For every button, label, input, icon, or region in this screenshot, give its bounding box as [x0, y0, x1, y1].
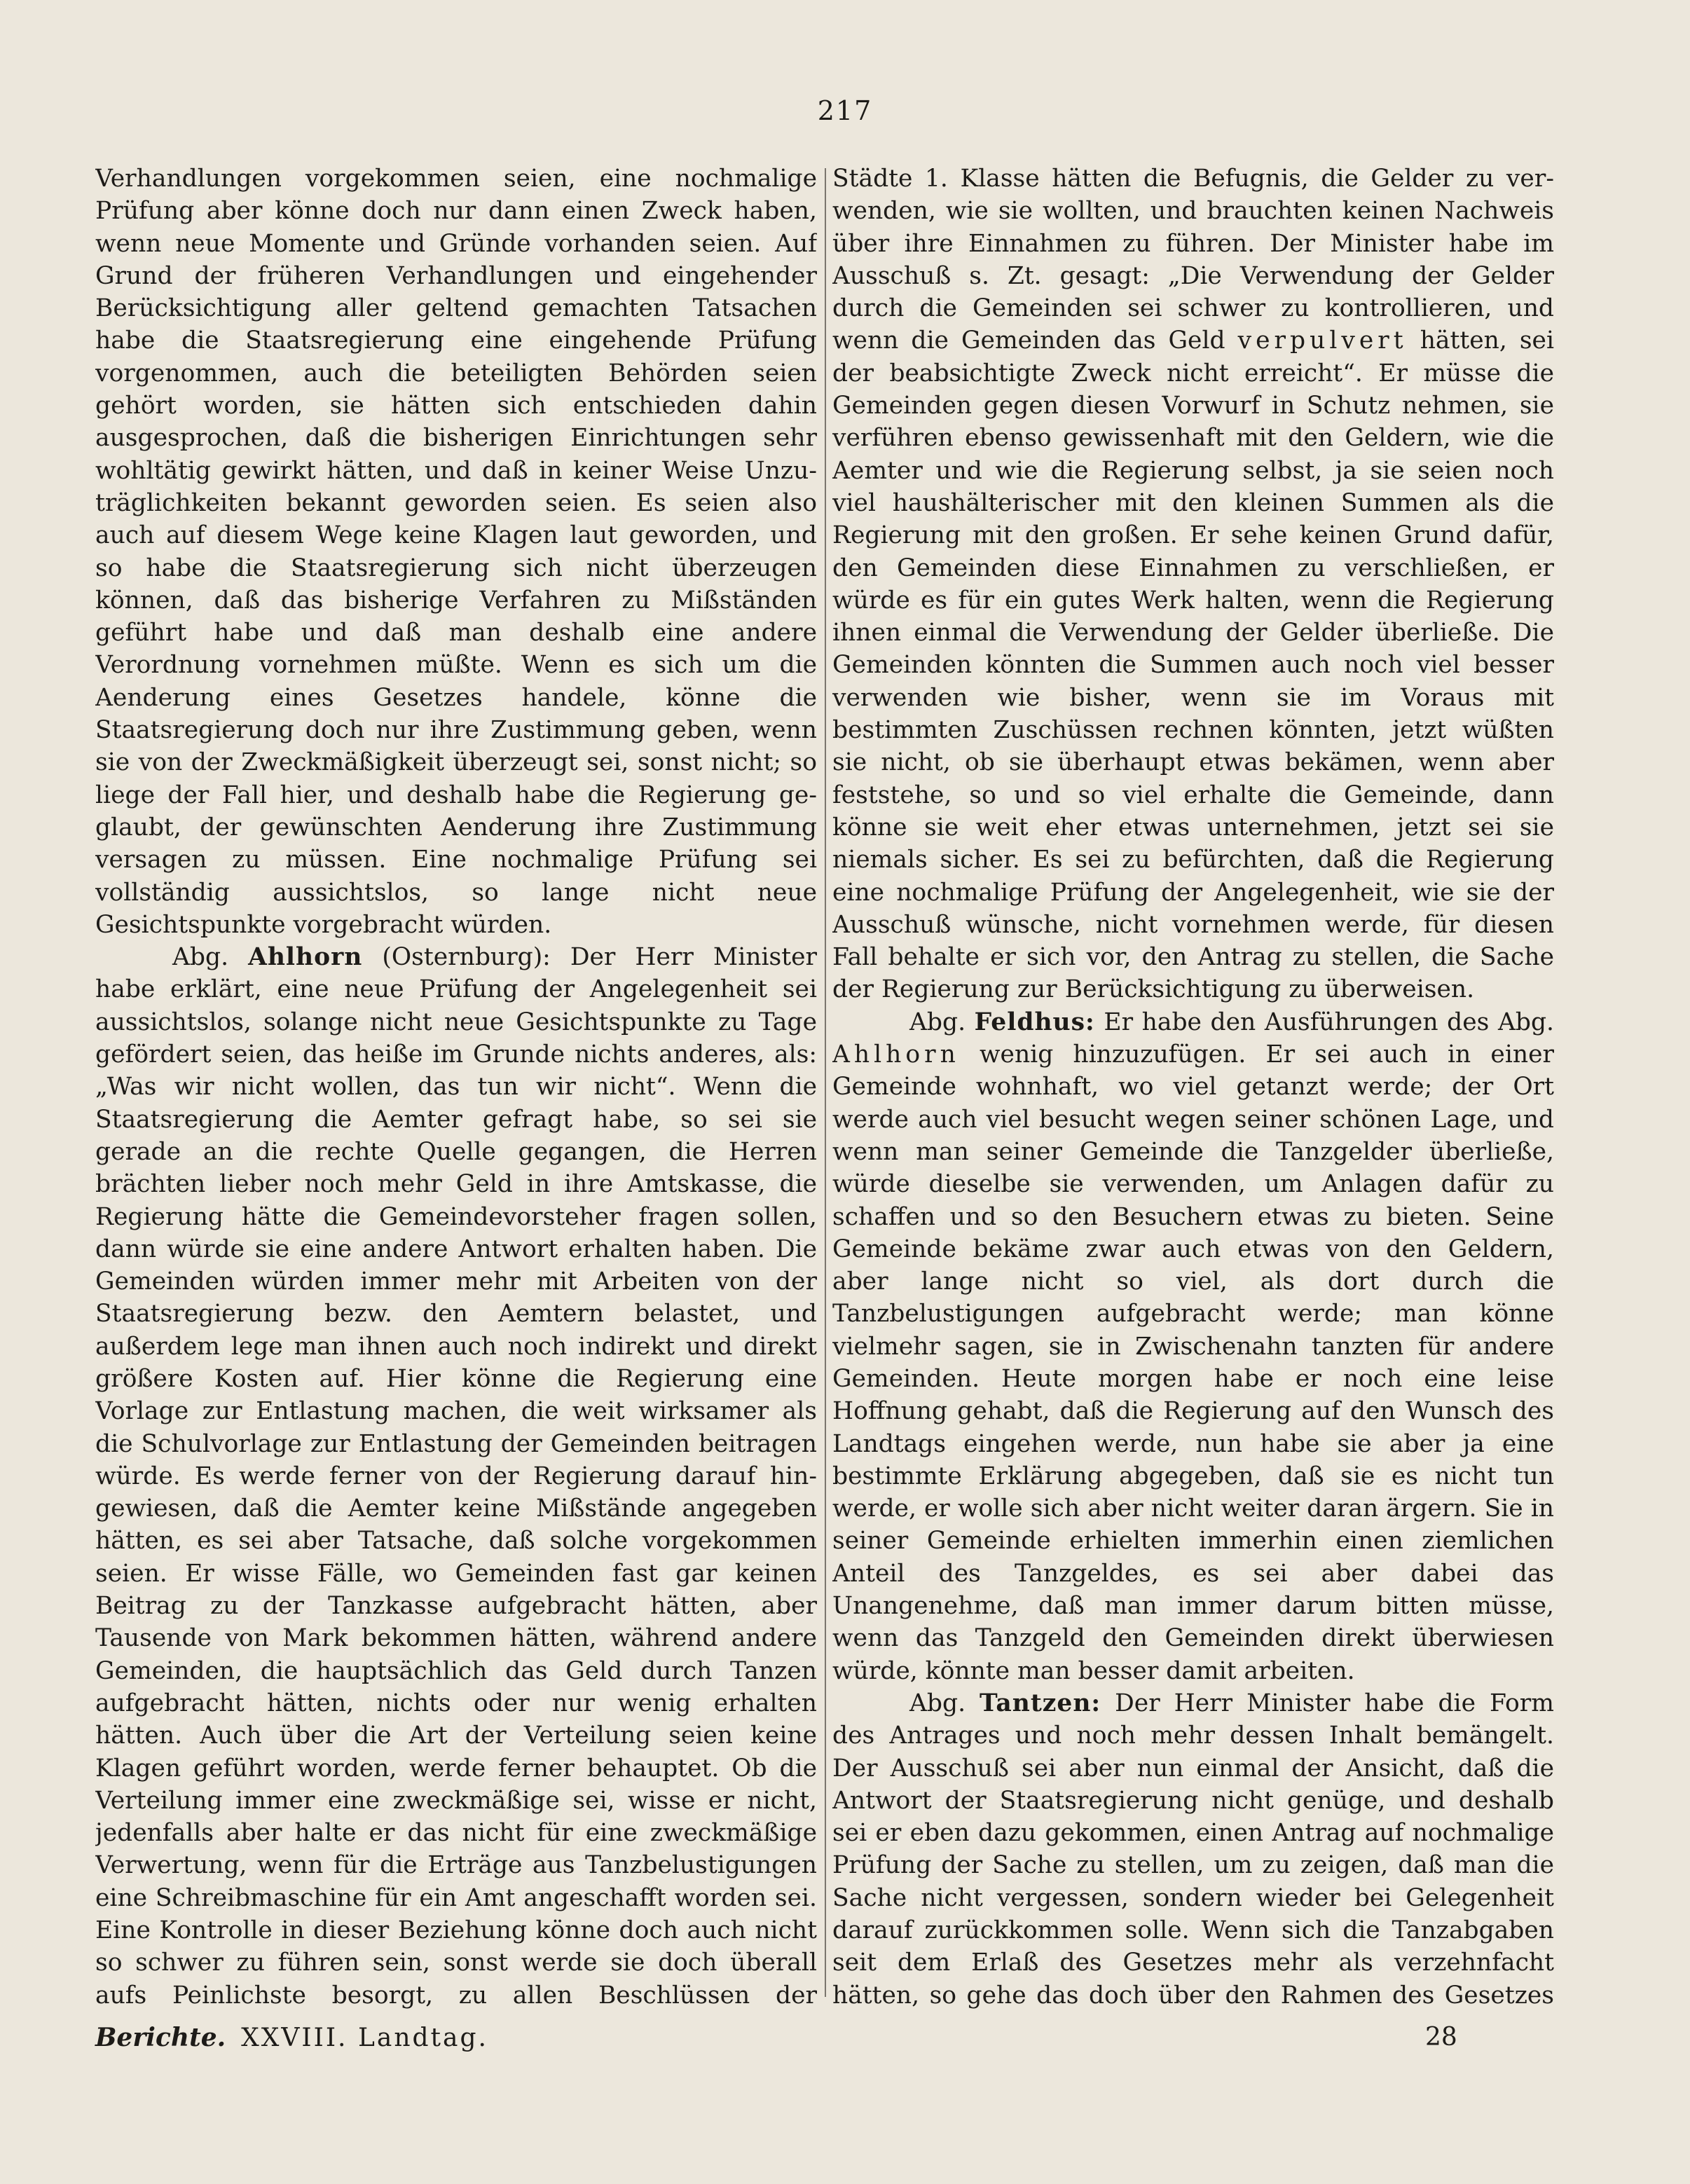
- speaker-name: Tantzen:: [980, 1689, 1101, 1717]
- text-run: wenig hinzuzufügen. Er sei auch in einer Gemeinde wohnhaft, wo viel getanzt werde; der Ort werde auch viel besucht wegen seiner schönen Lage, und wenn man seiner Gemeinde die Tanzgelder überließe, würde dieselbe sie verwenden, um Anlagen dafür zu schaffen und so den Besuchern etwas zu bieten. Seine Gemeinde bekäme zwar auch etwas von den Geldern, aber lange nicht so viel, als dort durch die Tanzbelustigungen aufgebracht werde; man könne vielmehr sagen, sie in Zwischenahn tanzten für andere Gemeinden. Heute morgen habe er noch eine leise Hoffnung gehabt, daß die Regierung auf den Wunsch des Landtags eingehen werde, nun habe sie aber ja eine bestimmte Erklärung abgegeben, daß sie es nicht tun werde, er wolle sich aber nicht weiter daran ärgern. Sie in seiner Gemeinde erhielten immerhin einen ziemlichen Anteil des Tanzgeldes, es sei aber dabei das Unangenehme, daß man immer darum bitten müsse, wenn das Tanzgeld den Gemeinden direkt überwiesen würde, könnte man besser damit arbeiten.: [832, 1041, 1554, 1685]
- right-column: [832, 163, 1554, 2012]
- left-column: [95, 163, 817, 2012]
- spaced-word: Ahlhorn: [832, 1041, 960, 1069]
- paragraph-tantzen: [832, 1687, 1554, 2012]
- page-footer: [95, 2021, 1567, 2055]
- speech-text: Der Herr Minister habe die Form des Antrages und noch mehr dessen Inhalt bemängelt. Der Ausschuß sei aber nun einmal der Ansicht, daß die Antwort der Staatsregierung nicht genüge, und deshalb sei er eben dazu gekommen, einen Antrag auf nochmalige Prüfung der Sache zu stellen, um zu zeigen, daß man die Sache nicht vergessen, sondern wieder bei Gelegenheit darauf zurückkommen solle. Wenn sich die Tanzabgaben seit dem Erlaß des Gesetzes mehr als verzehnfacht hätten, so gehe das doch über den Rahmen des Gesetzes: [832, 1689, 1554, 2010]
- paragraph-ahlhorn: [95, 941, 817, 2012]
- text-run: Er habe den Ausführungen des Abg.: [1094, 1008, 1554, 1036]
- column-divider: [825, 168, 826, 1997]
- paragraph-continued: [832, 163, 1554, 1006]
- page-number: 217: [817, 95, 873, 126]
- text-run: hätten, sei der beabsichtigte Zweck nicht erreicht“. Er müsse die Gemeinden gegen diesen Vorwurf in Schutz nehmen, sie verführen ebenso gewissenhaft mit den Geldern, wie die Aemter und wie die Regierung selbst, ja sie seien noch viel haushälterischer mit den kleinen Summen als die Regierung mit den großen. Er sehe keinen Grund dafür, den Gemeinden diese Einnahmen zu verschließen, er würde es für ein gutes Werk halten, wenn die Regierung ihnen einmal die Verwendung der Gelder überließe. Die Gemeinden könnten die Summen auch noch viel besser verwenden wie bisher, wenn sie im Voraus mit bestimmten Zuschüssen rechnen könnten, jetzt wüßten sie nicht, ob sie überhaupt etwas bekämen, wenn aber feststehe, so und so viel erhalte die Gemeinde, dann könne sie weit eher etwas unternehmen, jetzt sei sie niemals sicher. Es sei zu befürchten, daß die Regierung eine nochmalige Prüfung der Angelegenheit, wie sie der Ausschuß wünsche, nicht vornehmen werde, für diesen Fall behalte er sich vor, den Antrag zu stellen, die Sache der Regierung zur Berücksichtigung zu überweisen.: [832, 327, 1554, 1004]
- speaker-name: Ahlhorn: [248, 943, 363, 972]
- abg-prefix: Abg.: [909, 1689, 966, 1717]
- text-run: Städte 1. Klasse hätten die Befugnis, die Gelder zu verwenden, wie sie wollten, und brauchten keinen Nachweis über ihre Einnahmen zu führen. Der Minister habe im Ausschuß s. Zt. gesagt: „Die Verwendung der Gelder durch die Gemeinden sei schwer zu kontrollieren, und wenn die Gemeinden das Geld: [832, 165, 1554, 355]
- abg-prefix: Abg.: [909, 1008, 966, 1036]
- footer-session: XXVIII. Landtag.: [241, 2024, 488, 2052]
- abg-prefix: Abg.: [172, 943, 229, 972]
- speaker-name: Feldhus:: [974, 1008, 1095, 1036]
- footer-title: Berichte.: [95, 2023, 226, 2052]
- spaced-word: verpulvert: [1237, 327, 1408, 355]
- paragraph-feldhus: [832, 1006, 1554, 1687]
- signature-mark: 28: [1425, 2023, 1457, 2052]
- paragraph: Verhandlungen vorgekommen seien, eine nochmalige Prüfung aber könne doch nur dann einen Zweck haben, wenn neue Momente und Gründe vorhanden seien. Auf Grund der früheren Verhandlungen und eingehender Berücksichtigung aller geltend gemachten Tatsachen habe die Staatsregierung eine eingehende Prüfung vorgenommen, auch die beteiligten Behörden seien gehört worden, sie hätten sich entschieden dahin ausgesprochen, daß die bisherigen Einrichtungen sehr wohltätig gewirkt hätten, und daß in keiner Weise Unzuträglichkeiten bekannt geworden seien. Es seien also auch auf diesem Wege keine Klagen laut geworden, und so habe die Staatsregierung sich nicht überzeugen können, daß das bisherige Verfahren zu Mißständen geführt habe und daß man deshalb eine andere Verordnung vornehmen müßte. Wenn es sich um die Aenderung eines Gesetzes handele, könne die Staatsregierung doch nur ihre Zustimmung geben, wenn sie von der Zweckmäßigkeit überzeugt sei, sonst nicht; so liege der Fall hier, und deshalb habe die Regierung geglaubt, der gewünschten Aenderung ihre Zustimmung versagen zu müssen. Eine nochmalige Prüfung sei vollständig aussichtslos, so lange nicht neue Gesichtspunkte vorgebracht würden.: [95, 165, 817, 939]
- speech-text: (Osternburg): Der Herr Minister habe erklärt, eine neue Prüfung der Angelegenheit sei aussichtslos, solange nicht neue Gesichtspunkte zu Tage gefördert seien, das heiße im Grunde nichts anderes, als: „Was wir nicht wollen, das tun wir nicht“. Wenn die Staatsregierung die Aemter gefragt habe, so sei sie gerade an die rechte Quelle gegangen, die Herren brächten lieber noch mehr Geld in ihre Amtskasse, die Regierung hätte die Gemeindevorsteher fragen sollen, dann würde sie eine andere Antwort erhalten haben. Die Gemeinden würden immer mehr mit Arbeiten von der Staatsregierung bezw. den Aemtern belastet, und außerdem lege man ihnen auch noch indirekt und direkt größere Kosten auf. Hier könne die Regierung eine Vorlage zur Entlastung machen, die weit wirksamer als die Schulvorlage zur Entlastung der Gemeinden beitragen würde. Es werde ferner von der Regierung darauf hingewiesen, daß die Aemter keine Mißstände angegeben hätten, es sei aber Tatsache, daß solche vorgekommen seien. Er wisse Fälle, wo Gemeinden fast gar keinen Beitrag zu der Tanzkasse aufgebracht hätten, aber Tausende von Mark bekommen hätten, während andere Gemeinden, die hauptsächlich das Geld durch Tanzen aufgebracht hätten, nichts oder nur wenig erhalten hätten. Auch über die Art der Verteilung seien keine Klagen geführt worden, werde ferner behauptet. Ob die Verteilung immer eine zweckmäßige sei, wisse er nicht, jedenfalls aber halte er das nicht für eine zweckmäßige Verwertung, wenn für die Erträge aus Tanzbelustigungen eine Schreibmaschine für ein Amt angeschafft worden sei. Eine Kontrolle in dieser Beziehung könne doch auch nicht so schwer zu führen sein, sonst werde sie doch überall aufs Peinlichste besorgt, zu allen Beschlüssen der: [95, 943, 817, 2010]
